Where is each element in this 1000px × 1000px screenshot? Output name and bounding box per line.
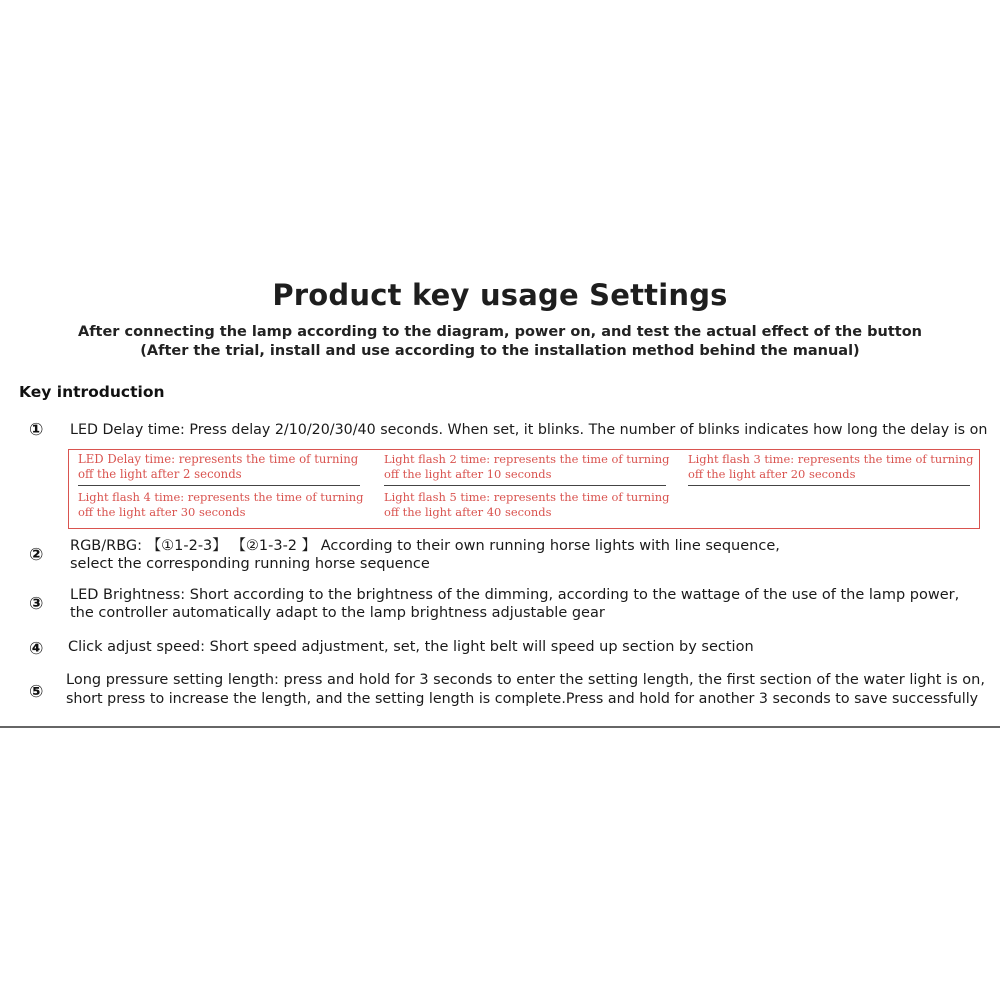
table-cell (384, 452, 670, 482)
item-text-line1: Long pressure setting length: press and hold for 3 seconds to enter the setting length, the first section of the water light is on, (66, 672, 985, 688)
cell-line2: off the light after 20 seconds (688, 467, 856, 481)
item-marker: ① (29, 420, 44, 440)
table-cell (78, 452, 360, 482)
item-text-line1: Click adjust speed: Short speed adjustment, set, the light belt will speed up section by section (68, 639, 754, 655)
cell-line1: Light flash 4 time: represents the time of turning (78, 490, 364, 504)
table-cell (688, 452, 974, 482)
item-text-line2: select the corresponding running horse sequence (70, 556, 430, 572)
item-text-line1: RGB/RBG: 【①1-2-3】 【②1-3-2 】 According to their own running horse lights with line sequence, (70, 538, 780, 554)
subtitle-line-2: (After the trial, install and use according to the installation method behind the manual) (140, 343, 860, 359)
bottom-divider (0, 726, 1000, 728)
item-text-line1: LED Brightness: Short according to the brightness of the dimming, according to the wattage of the use of the lamp power, (70, 587, 960, 603)
cell-line1: LED Delay time: represents the time of turning (78, 452, 359, 466)
subtitle-line-1: After connecting the lamp according to the diagram, power on, and test the actual effect of the button (78, 324, 922, 340)
item-text-line2: the controller automatically adapt to the lamp brightness adjustable gear (70, 605, 605, 621)
table-cell (78, 490, 364, 520)
item-marker: ⑤ (29, 682, 44, 702)
item-marker: ③ (29, 594, 44, 614)
cell-line2: off the light after 40 seconds (384, 505, 552, 519)
cell-line1: Light flash 3 time: represents the time of turning (688, 452, 974, 466)
item-marker: ④ (29, 639, 44, 659)
page-title: Product key usage Settings (272, 278, 728, 312)
item-marker: ② (29, 545, 44, 565)
cell-line1: Light flash 2 time: represents the time of turning (384, 452, 670, 466)
table-divider (384, 485, 666, 486)
item-text-line1: LED Delay time: Press delay 2/10/20/30/40 seconds. When set, it blinks. The number of blinks indicates how long the delay is on (70, 422, 988, 438)
cell-line2: off the light after 30 seconds (78, 505, 246, 519)
table-divider (688, 485, 970, 486)
table-divider (78, 485, 360, 486)
section-heading: Key introduction (19, 383, 165, 401)
cell-line2: off the light after 10 seconds (384, 467, 552, 481)
cell-line2: off the light after 2 seconds (78, 467, 242, 481)
table-cell (384, 490, 670, 520)
cell-line1: Light flash 5 time: represents the time of turning (384, 490, 670, 504)
item-text-line2: short press to increase the length, and the setting length is complete.Press and hold for another 3 seconds to save successfully (66, 691, 979, 707)
